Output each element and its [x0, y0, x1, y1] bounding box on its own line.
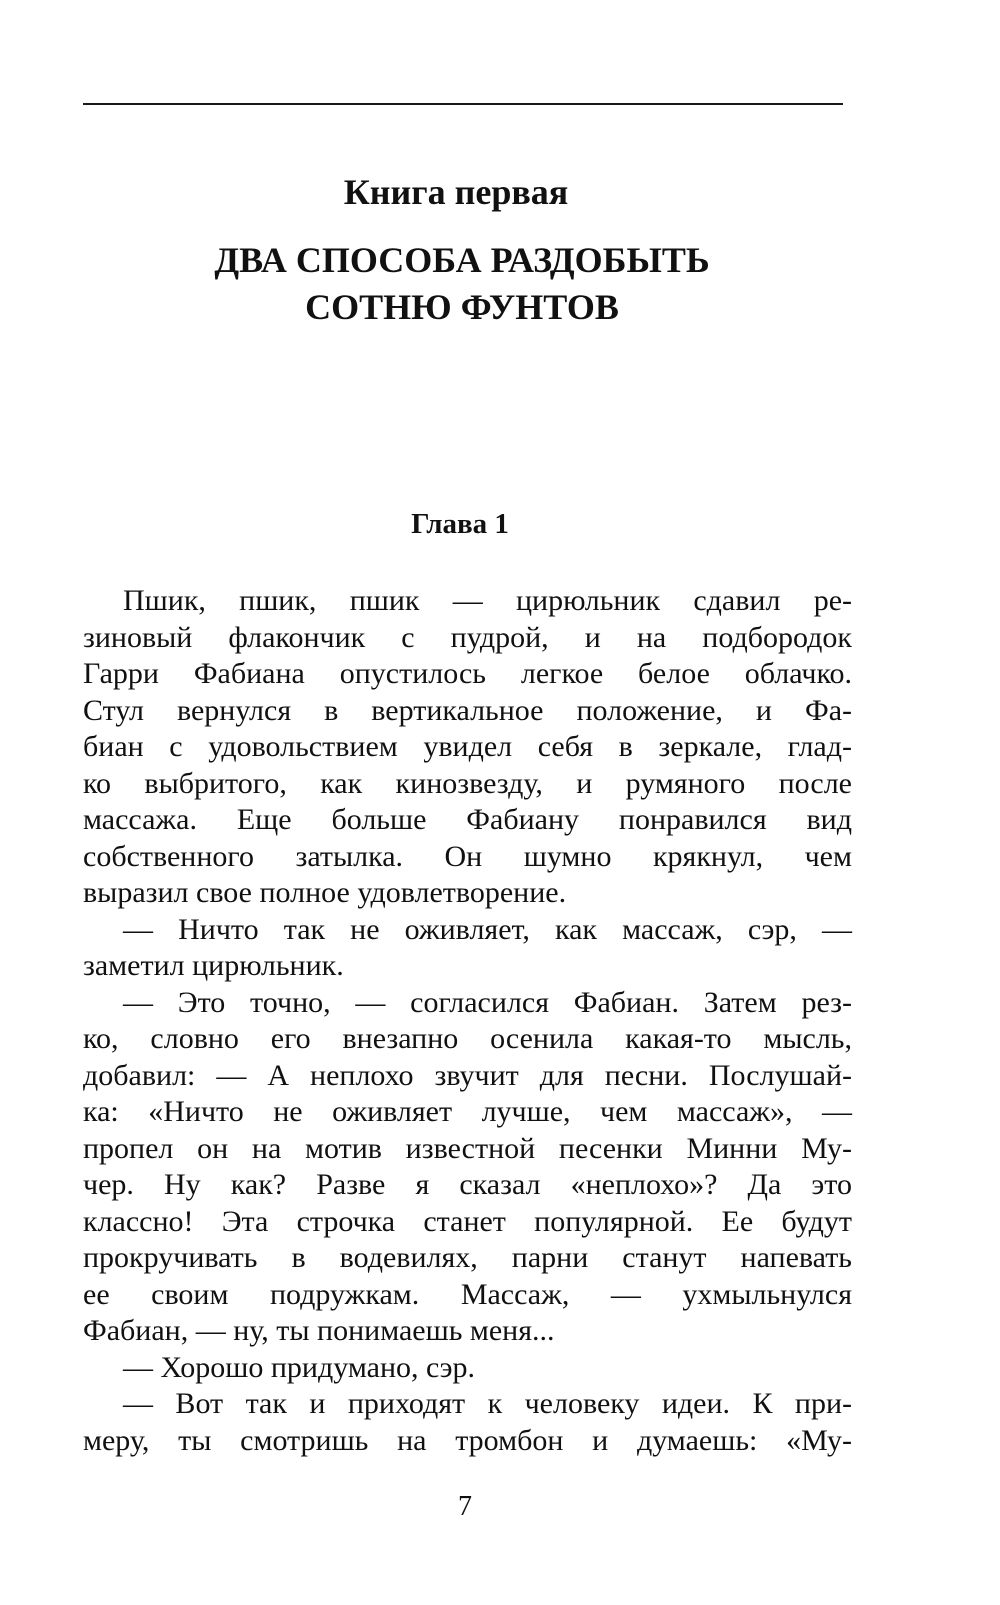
text-line: — Ничто так не оживляет, как массаж, сэр, — [123, 912, 852, 946]
book-title: Книга первая [343, 172, 569, 212]
text-line: меру, ты смотришь на тромбон и думаешь: «Му- [83, 1423, 852, 1457]
text-line: добавил: — А неплохо звучит для песни. Послушай- [83, 1058, 852, 1092]
text-line: Фабиан, — ну, ты понимаешь меня... [83, 1314, 555, 1347]
text-line: прокручивать в водевилях, парни станут напевать [83, 1241, 852, 1274]
text-line: выразил свое полное удовлетворение. [83, 876, 567, 909]
text-line: ко, словно его внезапно осенила какая-то мысль, [83, 1022, 852, 1055]
text-line: Стул вернулся в вертикальное положение, и Фа- [83, 693, 852, 727]
text-line: зиновый флакончик с пудрой, и на подбородок [83, 620, 852, 654]
text-line: чер. Ну как? Разве я сказал «неплохо»? Да это [83, 1168, 852, 1201]
text-line: — Вот так и приходят к человеку идеи. К при- [123, 1387, 852, 1420]
chapter-title: Глава 1 [411, 508, 509, 540]
text-line: — Хорошо придумано, сэр. [123, 1350, 476, 1384]
text-line: — Это точно, — согласился Фабиан. Затем рез- [123, 985, 852, 1019]
book-subtitle-line-1: ДВА СПОСОБА РАЗДОБЫТЬ [214, 240, 710, 280]
book-subtitle [0, 237, 924, 331]
text-line: Пшик, пшик, пшик — цирюльник сдавил ре- [123, 584, 852, 617]
text-line: ко выбритого, как кинозвезду, и румяного после [83, 766, 852, 800]
text-line: классно! Эта строчка станет популярной. Ее будут [83, 1204, 852, 1238]
text-line: Гарри Фабиана опустилось легкое белое облачко. [83, 657, 852, 690]
chapter-text [83, 583, 852, 1459]
top-rule [83, 103, 843, 105]
text-line: биан с удовольствием увидел себя в зеркале, глад- [83, 730, 852, 763]
text-line: заметил цирюльник. [83, 949, 344, 982]
book-subtitle-line-2: СОТНЮ ФУНТОВ [305, 287, 619, 327]
text-line: пропел он на мотив известной песенки Минни Му- [83, 1131, 852, 1165]
text-line: массажа. Еще больше Фабиану понравился вид [83, 803, 852, 836]
page-number: 7 [458, 1491, 472, 1522]
text-line: собственного затылка. Он шумно крякнул, чем [83, 839, 852, 873]
text-line: ее своим подружкам. Массаж, — ухмыльнулся [83, 1277, 852, 1311]
text-line: ка: «Ничто не оживляет лучше, чем массаж», — [83, 1095, 852, 1128]
